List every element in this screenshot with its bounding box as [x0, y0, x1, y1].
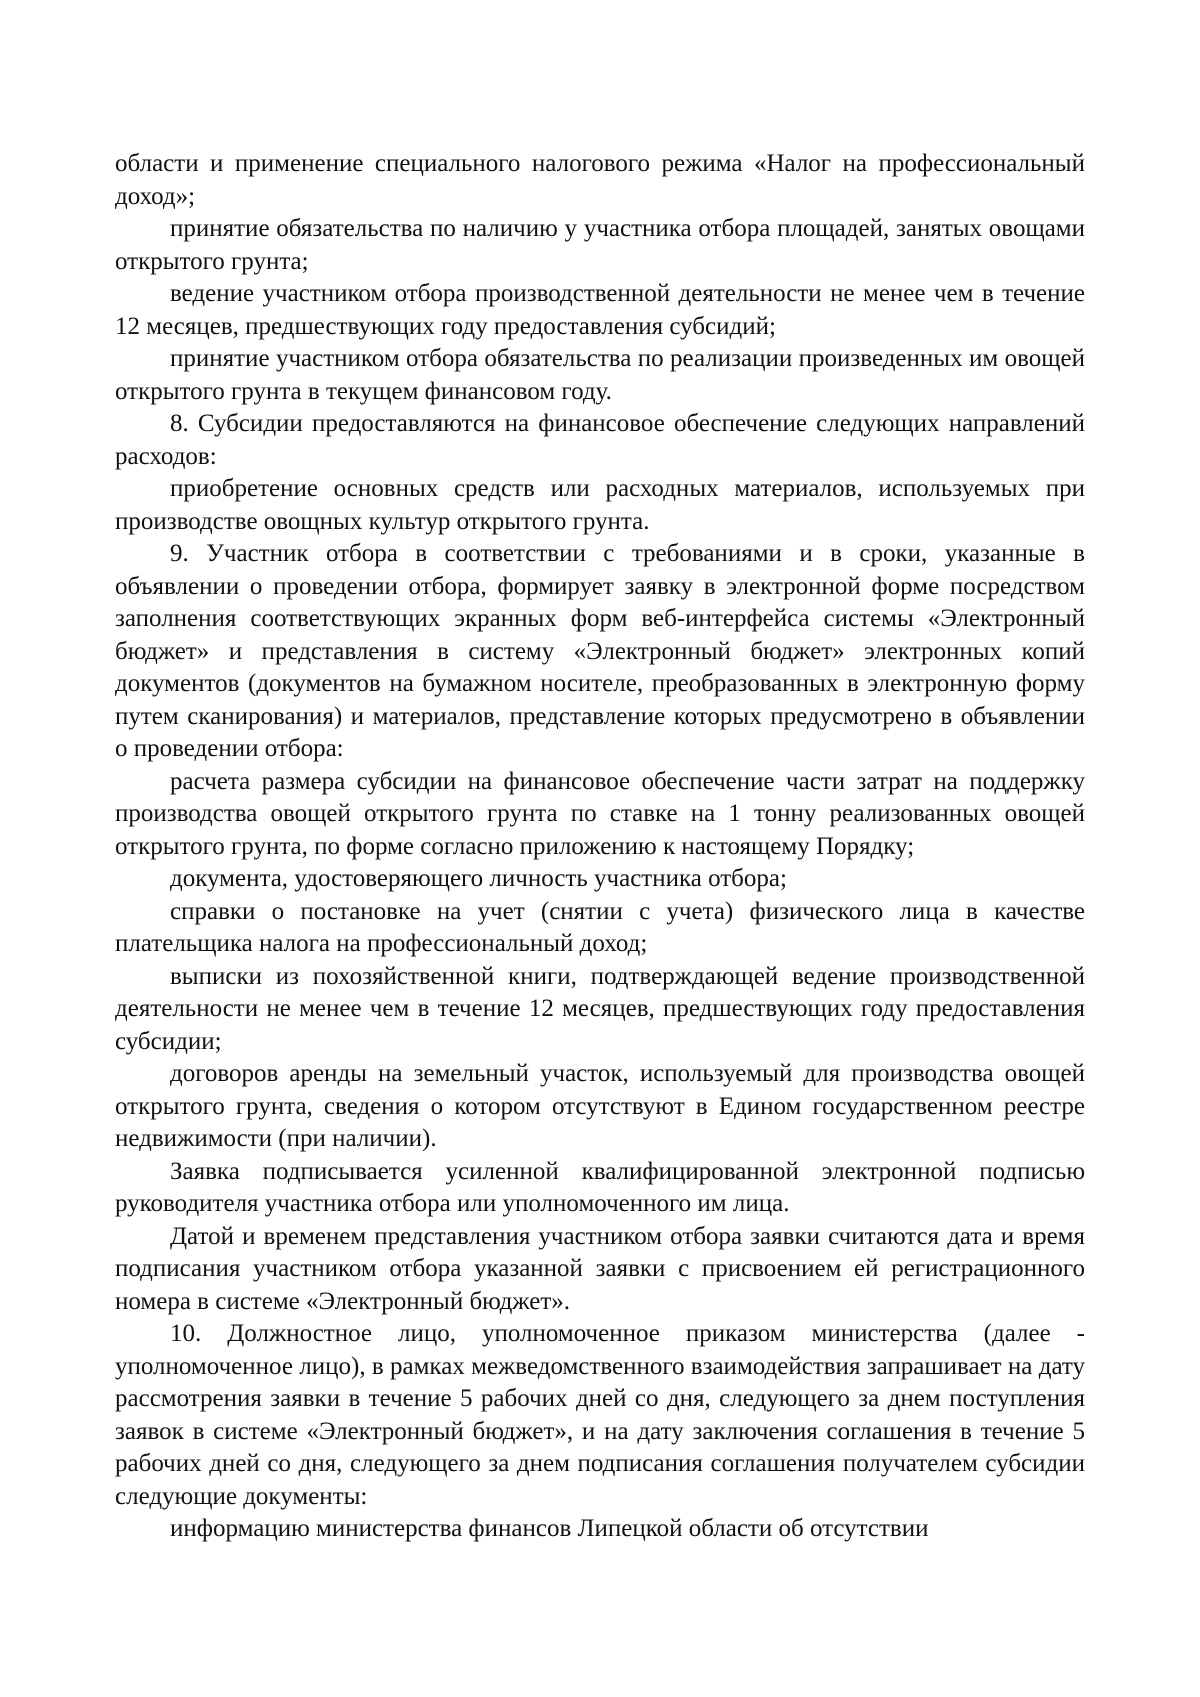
paragraph-purchase-assets: приобретение основных средств или расходных материалов, используемых при производстве овощных культур открытого грунта.: [115, 475, 1085, 535]
paragraph-production-activity: ведение участником отбора производственной деятельности не менее чем в течение 12 месяцев, предшествующих году предоставления субсидий;: [115, 280, 1085, 340]
paragraph-submission-date: Датой и временем представления участником отбора заявки считаются дата и время подписания участником отбора указанной заявки с присвоением ей регистрационного номера в системе «Электронный бюджет».: [115, 1222, 1085, 1315]
paragraph-tax-registration: справки о постановке на учет (снятии с учета) физического лица в качестве плательщика налога на профессиональный доход;: [115, 897, 1085, 957]
paragraph-obligation-areas: принятие обязательства по наличию у участника отбора площадей, занятых овощами открытого грунта;: [115, 215, 1085, 275]
paragraph-subsidy-calculation: расчета размера субсидии на финансовое обеспечение части затрат на поддержку производства овощей открытого грунта по ставке на 1 тонну реализованных овощей открытого грунта, по форме согласно приложению к настоящему Порядку;: [115, 767, 1085, 860]
paragraph-item-9: 9. Участник отбора в соответствии с требованиями и в сроки, указанные в объявлении о проведении отбора, формирует заявку в электронной форме посредством заполнения соответствующих экранных форм веб-интерфейса системы «Электронный бюджет» и представления в систему «Электронный бюджет» электронных копий документов (документов на бумажном носителе, преобразованных в электронную форму путем сканирования) и материалов, представление которых предусмотрено в объявлении о проведении отбора:: [115, 540, 1085, 762]
paragraph-item-8: 8. Субсидии предоставляются на финансовое обеспечение следующих направлений расходов:: [115, 410, 1085, 470]
document-body: [115, 148, 1085, 1546]
paragraph-identity-document: документа, удостоверяющего личность участника отбора;: [170, 865, 787, 892]
paragraph-sales-obligation: принятие участником отбора обязательства по реализации произведенных им овощей открытого грунта в текущем финансовом году.: [115, 345, 1085, 405]
paragraph-item-10: 10. Должностное лицо, уполномоченное приказом министерства (далее - уполномоченное лицо), в рамках межведомственного взаимодействия запрашивает на дату рассмотрения заявки в течение 5 рабочих дней со дня, следующего за днем поступления заявок в системе «Электронный бюджет», и на дату заключения соглашения в течение 5 рабочих дней со дня, следующего за днем подписания соглашения получателем субсидии следующие документы:: [115, 1320, 1085, 1510]
paragraph-continuation: области и применение специального налогового режима «Налог на профессиональный доход»;: [115, 150, 1085, 210]
paragraph-signature: Заявка подписывается усиленной квалифицированной электронной подписью руководителя участника отбора или уполномоченного им лица.: [115, 1157, 1085, 1217]
paragraph-household-book: выписки из похозяйственной книги, подтверждающей ведение производственной деятельности не менее чем в течение 12 месяцев, предшествующих году предоставления субсидии;: [115, 962, 1085, 1055]
paragraph-lease-agreements: договоров аренды на земельный участок, используемый для производства овощей открытого грунта, сведения о котором отсутствуют в Едином государственном реестре недвижимости (при наличии).: [115, 1060, 1085, 1152]
paragraph-finance-ministry-info: информацию министерства финансов Липецкой области об отсутствии: [170, 1515, 929, 1542]
